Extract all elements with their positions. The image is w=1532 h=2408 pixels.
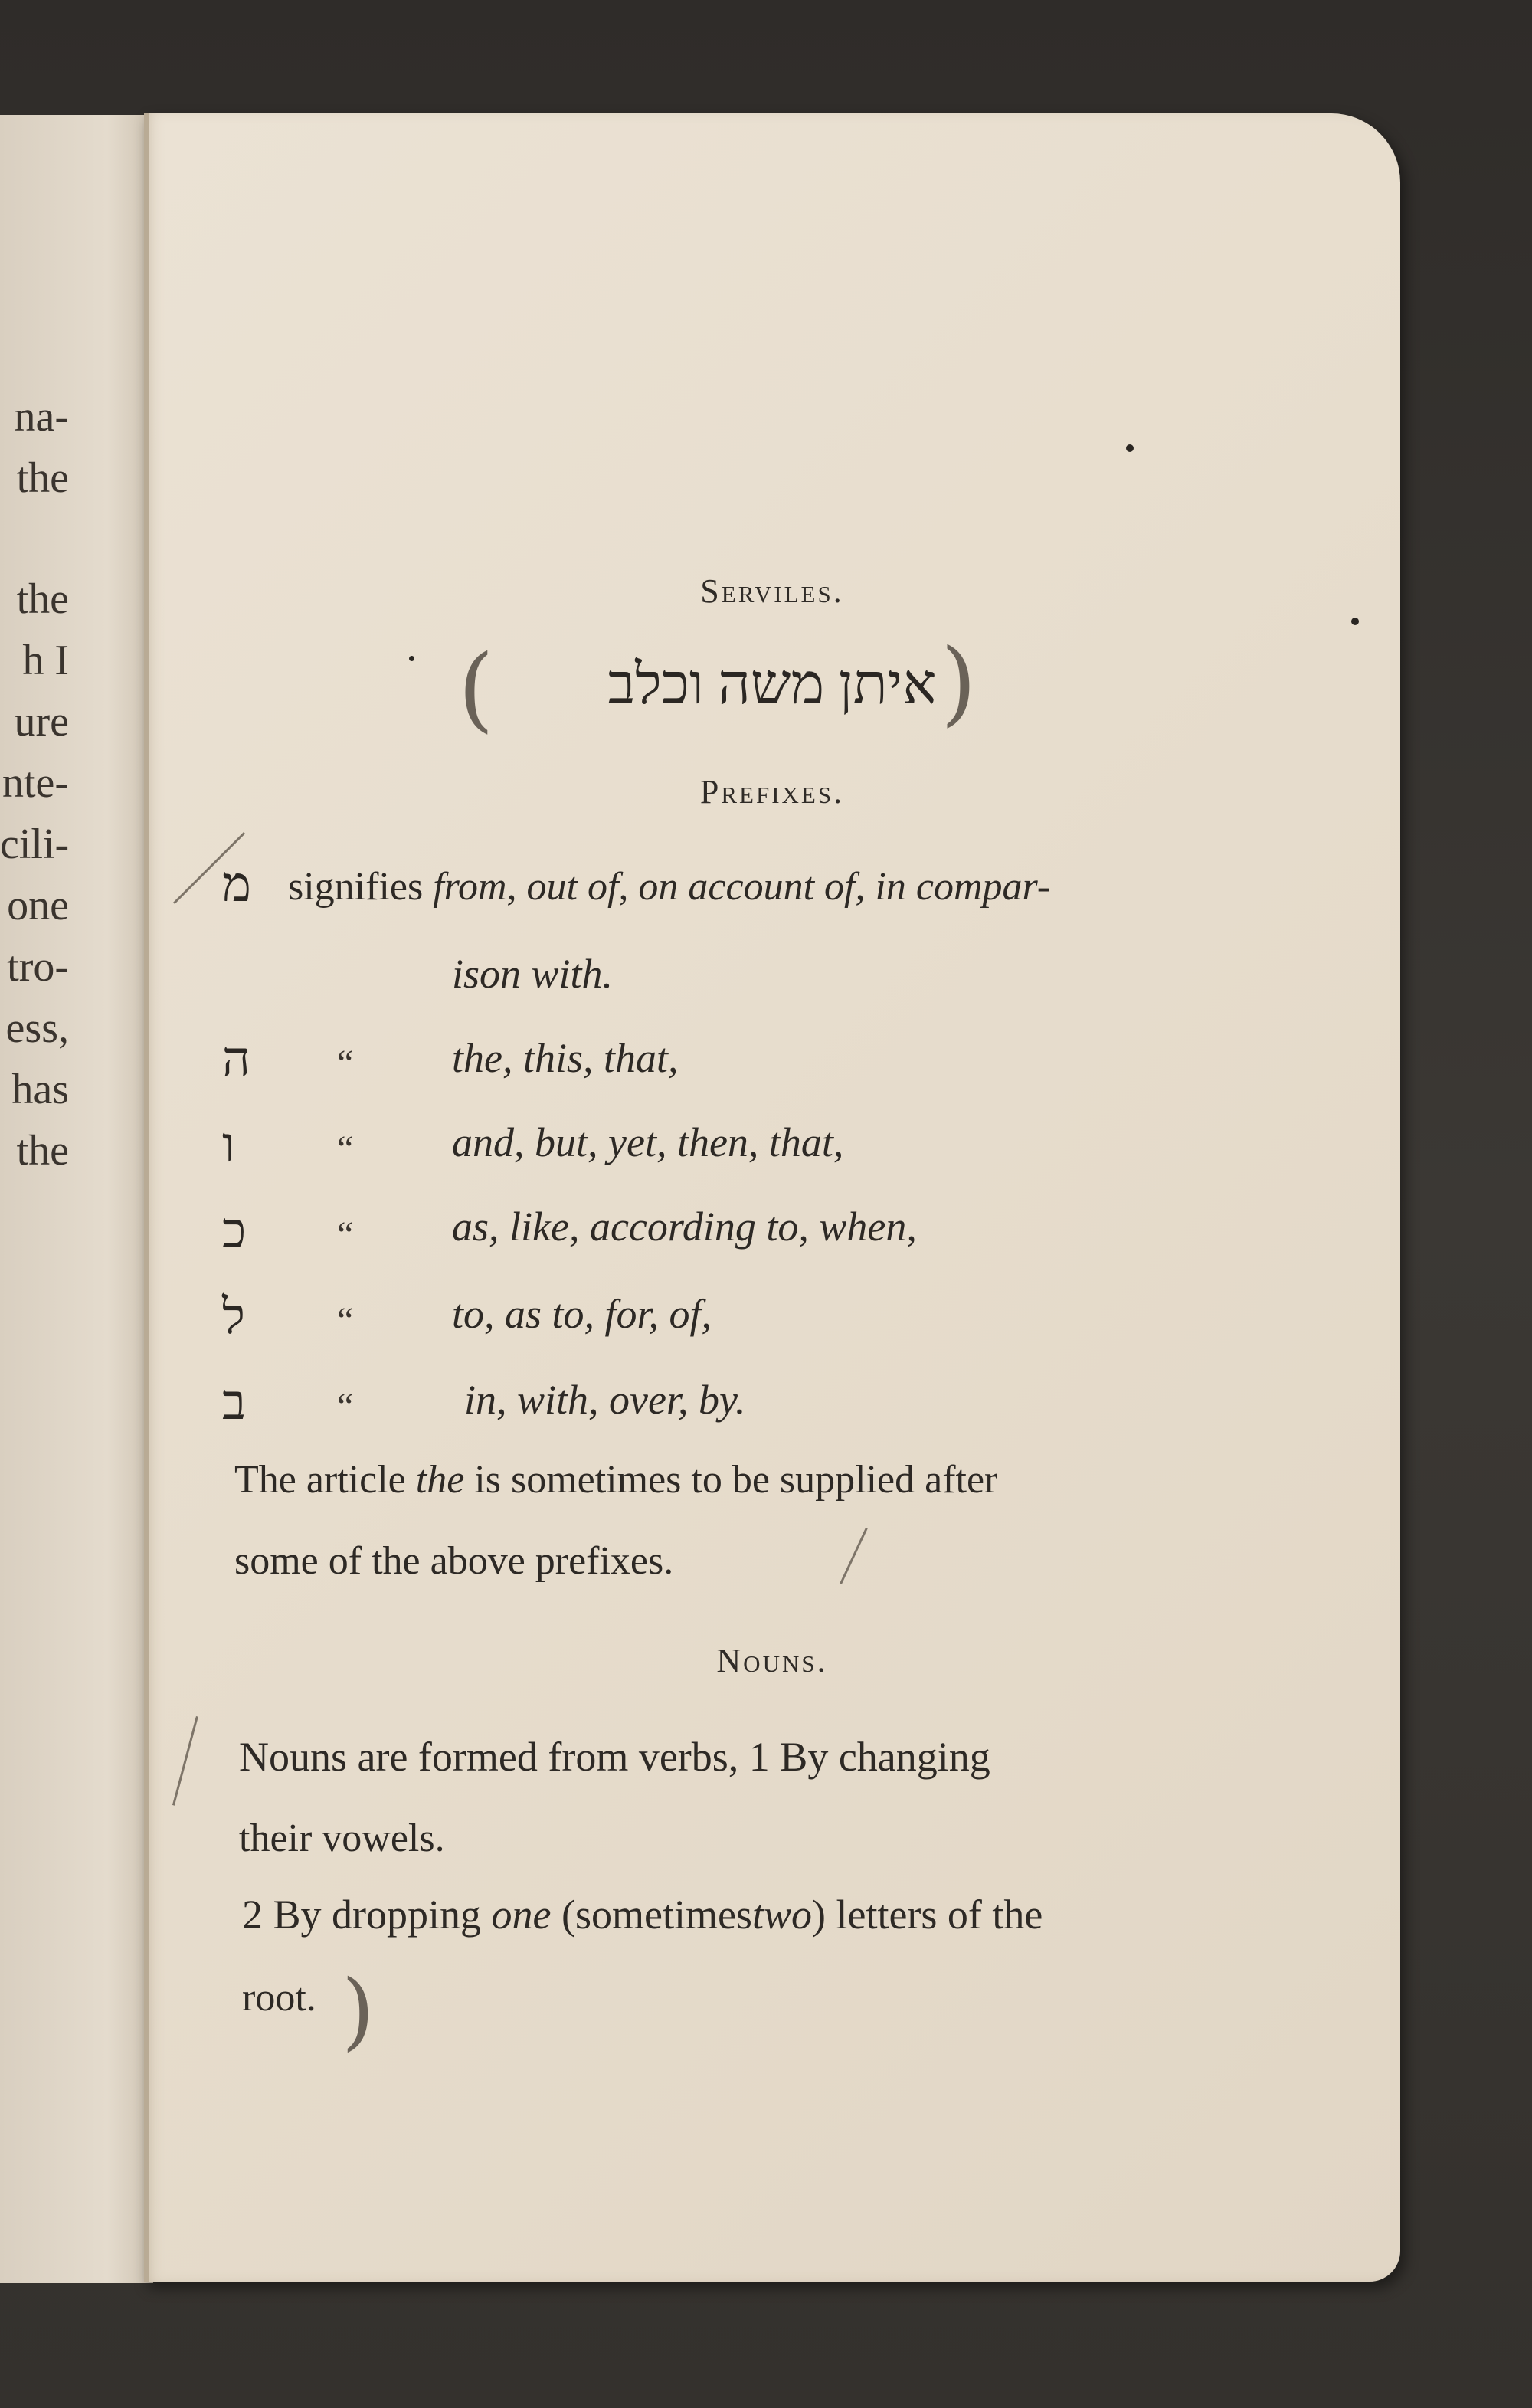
nouns-p1-line1: Nouns are formed from verbs, 1 By changing [239,1734,990,1780]
nouns-p2-line2: root. [242,1976,316,2020]
prefix-letter-bet: ב [222,1375,246,1430]
prefix-mem-meaning: from, out of, on account of, in compar- [433,865,1051,909]
pencil-bracket-right: ) [941,630,977,736]
left-page-text: the [16,454,69,502]
left-page-text: h I [22,637,69,684]
prefix-letter-he: ה [222,1032,250,1086]
left-page-text: tro- [7,943,69,991]
prefix-letter-lamed: ל [222,1289,245,1344]
ink-speck [1351,618,1359,625]
serviles-heading: Serviles. [700,572,844,610]
book-page [144,113,1400,2282]
left-page-text: has [11,1066,69,1113]
left-page-text: na- [14,393,69,441]
nouns-p2-line1: 2 By dropping one (sometimestwo) letters of the [242,1892,1043,1938]
article-note-line2: some of the above prefixes. [234,1539,674,1583]
nouns-heading: Nouns. [716,1642,828,1679]
left-page-text: ure [14,698,69,745]
ditto-mark: “ [337,1043,354,1083]
prefix-letter-kaf: כ [222,1204,247,1258]
prefix-he-meaning: the, this, that, [452,1035,679,1081]
ditto-mark: “ [337,1214,354,1255]
serviles-hebrew-words: איתן משה וכלב [607,654,937,716]
prefix-kaf-meaning: as, like, according to, when, [452,1204,917,1250]
ditto-mark: “ [337,1300,354,1341]
ditto-mark: “ [337,1129,354,1169]
pencil-bracket: ) [342,1961,375,2059]
left-page-text: nte- [2,759,69,807]
left-page [0,115,153,2283]
pencil-bracket-left: ( [458,636,494,742]
left-page-text: ess, [5,1004,69,1052]
left-page-text: the [16,575,69,623]
left-page-text: the [16,1127,69,1175]
ditto-mark: “ [337,1386,354,1427]
prefixes-heading: Prefixes. [699,773,845,811]
prefix-mem-meaning-continued: ison with. [452,951,614,997]
prefix-mem-line [288,864,1050,909]
signifies-word: signifies [288,865,424,909]
prefix-letter-vav: ו [222,1118,235,1172]
left-page-text: one [7,882,69,929]
article-note-line1: The article the is sometimes to be supplied after [234,1458,998,1502]
prefix-vav-meaning: and, but, yet, then, that, [452,1119,844,1165]
prefix-lamed-meaning: to, as to, for, of, [452,1291,712,1337]
prefix-letter-mem: מ [222,857,251,912]
nouns-p1-line2: their vowels. [239,1817,445,1860]
page-gutter [144,113,149,2282]
ink-speck [1126,444,1134,452]
prefix-bet-meaning: in, with, over, by. [464,1377,746,1423]
left-page-text: cili- [0,821,70,868]
